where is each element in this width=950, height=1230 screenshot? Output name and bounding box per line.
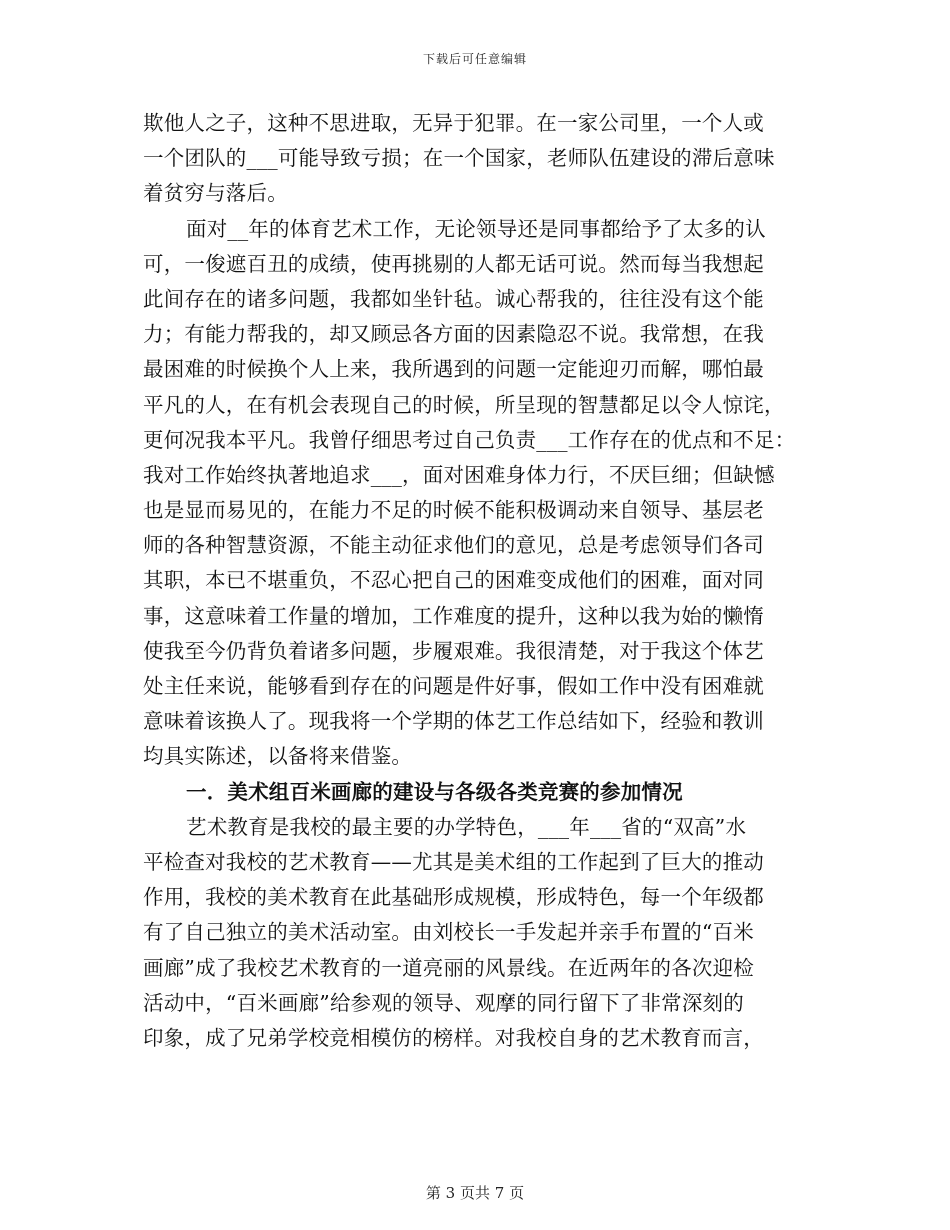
section-heading: 一．美术组百米画廊的建设与各级各类竞赛的参加情况 [186, 779, 683, 804]
text-line: 平凡的人，在有机会表现自己的时候，所呈现的智慧都足以令人惊诧， [143, 392, 785, 417]
page-header: 下载后可任意编辑 [422, 52, 527, 66]
text-line: 处主任来说，能够看到存在的问题是件好事，假如工作中没有困难就 [143, 674, 764, 698]
page-footer: 第 3 页共 7 页 [425, 1184, 525, 1202]
text-line: 平检查对我校的艺术教育——尤其是美术组的工作起到了巨大的推动 [143, 849, 764, 874]
text-line: 也是显而易见的，在能力不足的时候不能积极调动来自领导、基层老 [143, 498, 764, 523]
text-line: 我对工作始终执著地追求___，面对困难身体力行，不厌巨细；但缺憾 [143, 462, 775, 487]
text-line: 着贫穷与落后。 [143, 181, 288, 206]
text-line: 最困难的时候换个人上来，我所遇到的问题一定能迎刃而解，哪怕最 [143, 357, 764, 382]
text-line: 更何况我本平凡。我曾仔细思考过自己负责___工作存在的优点和不足： [143, 427, 796, 452]
text-line: 此间存在的诸多问题，我都如坐针毡。诚心帮我的，往往没有这个能 [143, 286, 764, 311]
text-line: 事，这意味着工作量的增加，工作难度的提升，这种以我为始的懒惰 [143, 603, 764, 628]
text-line: 活动中，“百米画廊”给参观的领导、观摩的同行留下了非常深刻的 [143, 990, 744, 1015]
paragraph-start-line: 面对__年的体育艺术工作，无论领导还是同事都给予了太多的认 [186, 216, 766, 241]
text-line: 作用，我校的美术教育在此基础形成规模，形成特色，每一个年级都 [143, 885, 764, 910]
text-line: 其职，本已不堪重负，不忍心把自己的困难变成他们的困难，面对同 [143, 568, 764, 593]
text-line: 有了自己独立的美术活动室。由刘校长一手发起并亲手布置的“百米 [143, 920, 754, 945]
text-line: 师的各种智慧资源，不能主动征求他们的意见，总是考虑领导们各司 [143, 533, 764, 558]
text-line: 画廊”成了我校艺术教育的一道亮丽的风景线。在近两年的各次迎检 [143, 955, 754, 980]
text-line: 可，一俊遮百丑的成绩，使再挑剔的人都无话可说。然而每当我想起 [143, 251, 764, 276]
text-line: 一个团队的___可能导致亏损；在一个国家，老师队伍建设的滞后意味 [143, 146, 775, 171]
paragraph-start-line: 艺术教育是我校的最主要的办学特色，___年___省的“双高”水 [186, 814, 747, 839]
text-line: 欺他人之子，这种不思进取，无异于犯罪。在一家公司里，一个人或 [143, 111, 764, 135]
text-line: 使我至今仍背负着诸多问题，步履艰难。我很清楚，对于我这个体艺 [143, 638, 764, 663]
text-line: 力；有能力帮我的，却又顾忌各方面的因素隐忍不说。我常想，在我 [143, 322, 764, 347]
text-line: 印象，成了兄弟学校竞相模仿的榜样。对我校自身的艺术教育而言， [143, 1025, 764, 1050]
document-body [143, 106, 813, 1056]
text-line: 均具实陈述，以备将来借鉴。 [143, 744, 413, 769]
text-line: 意味着该换人了。现我将一个学期的体艺工作总结如下，经验和教训 [143, 709, 764, 734]
